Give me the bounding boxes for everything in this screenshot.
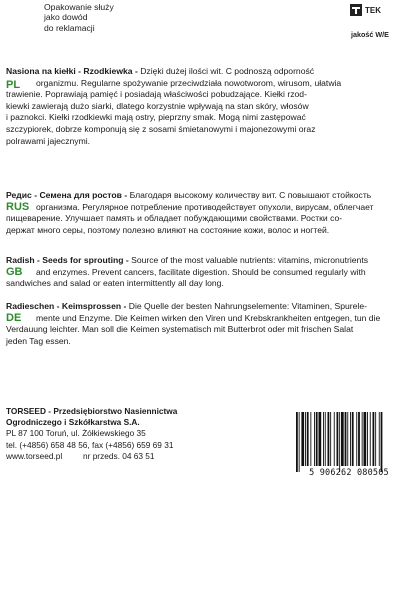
barcode-bar bbox=[323, 412, 324, 466]
barcode-bar bbox=[325, 412, 326, 466]
section-de bbox=[6, 301, 402, 347]
tek-logo-icon bbox=[350, 4, 362, 16]
barcode-bar bbox=[328, 412, 330, 466]
de-line-first bbox=[6, 301, 402, 313]
note-line: jako dowód bbox=[44, 12, 88, 23]
tek-logo bbox=[350, 4, 381, 16]
pl-line: kiewki zawierają dużo siarki, dlatego korzystnie wpływają na stan skóry, włosów bbox=[6, 100, 309, 111]
barcode-bar bbox=[347, 412, 348, 466]
de-line: jeden Tag essen. bbox=[6, 335, 71, 346]
barcode-bar bbox=[350, 412, 351, 466]
pl-line: szczypiorek, dobrze komponują się z sosami śmietanowymi i majonezowymi oraz bbox=[6, 123, 316, 134]
rus-line: пищеварение. Улучшает память и обладает побуждающими свойствами. Ростки со- bbox=[6, 213, 343, 224]
barcode-number: 5 906262 080505 bbox=[309, 468, 389, 478]
company-line2: Ogrodniczego i Szkółkarstwa S.A. bbox=[6, 417, 140, 428]
barcode-bar bbox=[299, 412, 300, 472]
rus-line-first bbox=[6, 190, 402, 202]
gb-line: sandwiches and salad or eaten intermittently all day long. bbox=[6, 278, 224, 289]
quality-label: jakość W/E bbox=[351, 30, 389, 39]
rus-title: Редис - Семена для ростов - bbox=[6, 190, 128, 200]
de-title: Radieschen - Keimsprossen - bbox=[6, 301, 127, 311]
pl-line: trawienie. Poprawiają pamięć i posiadają właściwości pobudzające. Kiełki rzod- bbox=[6, 89, 307, 100]
rus-body bbox=[6, 202, 402, 214]
barcode-bar bbox=[337, 412, 339, 466]
company-address: PL 87 100 Toruń, ul. Żółkiewskiego 35 bbox=[6, 428, 146, 439]
barcode-bar bbox=[319, 412, 322, 466]
barcode-bar bbox=[367, 412, 368, 466]
note-line: Opakowanie służy bbox=[44, 2, 114, 12]
rus-text-0: Благодаря высокому количеству вит. С повышают стойкость bbox=[127, 190, 372, 200]
note-line: do reklamacji bbox=[44, 22, 95, 33]
barcode-bar bbox=[310, 412, 311, 466]
barcode-bar bbox=[381, 412, 383, 472]
barcode-bar bbox=[375, 412, 376, 466]
gb-lang-code: GB bbox=[6, 265, 23, 278]
barcode-bar bbox=[341, 412, 344, 466]
gb-line: and enzymes. Prevent cancers, facilitate digestion. Should be consumed regularly with bbox=[36, 266, 366, 277]
de-line: mente und Enzyme. Die Keimen wirken den Viren und Krebskrankheiten entgegen, tun die bbox=[36, 312, 381, 323]
barcode-bar bbox=[358, 412, 360, 466]
gb-body bbox=[6, 267, 402, 279]
barcode-bar bbox=[296, 412, 298, 472]
company-web: www.torseed.pl nr przeds. 04 63 51 bbox=[6, 450, 155, 461]
barcode-bar bbox=[307, 412, 309, 466]
pl-text-0: Dzięki dużej ilości wit. C podnoszą odporność bbox=[137, 66, 315, 76]
barcode-bar bbox=[334, 412, 335, 466]
barcode-icon bbox=[294, 412, 406, 474]
gb-text-0: Source of the most valuable nutrients: vitamins, micronutrients bbox=[128, 255, 369, 265]
pl-line: polrawami jajecznymi. bbox=[6, 135, 91, 146]
barcode-bar bbox=[379, 412, 380, 466]
company-name-line bbox=[6, 406, 266, 417]
section-pl bbox=[6, 66, 402, 147]
barcode-bar bbox=[339, 412, 340, 472]
pl-line: i paznokci. Kiełki rzodkiewki mają ostry, pieprzny smak. Mogą nimi zastępować bbox=[6, 112, 306, 123]
barcode-bar bbox=[370, 412, 371, 466]
gb-line-first bbox=[6, 255, 402, 267]
barcode-bar bbox=[352, 412, 354, 466]
company-phone: tel. (+4856) 658 48 56, fax (+4856) 659 69 31 bbox=[6, 439, 174, 450]
barcode-bar bbox=[301, 412, 304, 466]
company-info bbox=[6, 406, 266, 462]
de-lang-code: DE bbox=[6, 311, 22, 324]
barcode-bar bbox=[314, 412, 315, 466]
gb-title: Radish - Seeds for sprouting - bbox=[6, 255, 129, 265]
pl-title: Nasiona na kiełki - Rzodkiewka - bbox=[6, 66, 138, 76]
section-gb bbox=[6, 255, 402, 290]
rus-lang-code: RUS bbox=[6, 200, 30, 213]
rus-line: держат много серы, поэтому полезно влияют на состояние кожи, волос и ногтей. bbox=[6, 224, 330, 235]
de-body bbox=[6, 313, 402, 325]
barcode-bar bbox=[345, 412, 347, 466]
complaint-note bbox=[44, 2, 194, 33]
rus-line: организма. Регулярное потребление противодействует опухоли, вирусам, облегчает bbox=[36, 201, 374, 212]
pl-body bbox=[6, 78, 402, 90]
logo-text: TEK bbox=[365, 5, 381, 15]
barcode-bar bbox=[373, 412, 375, 466]
de-line: Verdauung leichter. Man soll die Keimen systematisch mit Butterbrot oder mit frischen Salat bbox=[6, 324, 354, 335]
pl-line: organizmu. Regularne spożywanie przeciwdziała nowotworom, wirusom, ułatwia bbox=[36, 77, 342, 88]
pl-line-first bbox=[6, 66, 402, 78]
barcode-bar bbox=[305, 412, 306, 466]
section-rus bbox=[6, 190, 402, 236]
barcode-bar bbox=[330, 412, 331, 466]
company-name-rest: - Przedsiębiorstwo Nasiennictwa bbox=[45, 406, 178, 416]
barcode-bar bbox=[356, 412, 357, 466]
barcode-bar bbox=[362, 412, 363, 466]
de-text-0: Die Quelle der besten Nahrungselemente: Vitaminen, Spurele- bbox=[126, 301, 367, 311]
barcode-bar bbox=[364, 412, 367, 466]
company-name: TORSEED bbox=[6, 406, 46, 416]
barcode-bar bbox=[316, 412, 318, 466]
pl-lang-code: PL bbox=[6, 78, 21, 91]
